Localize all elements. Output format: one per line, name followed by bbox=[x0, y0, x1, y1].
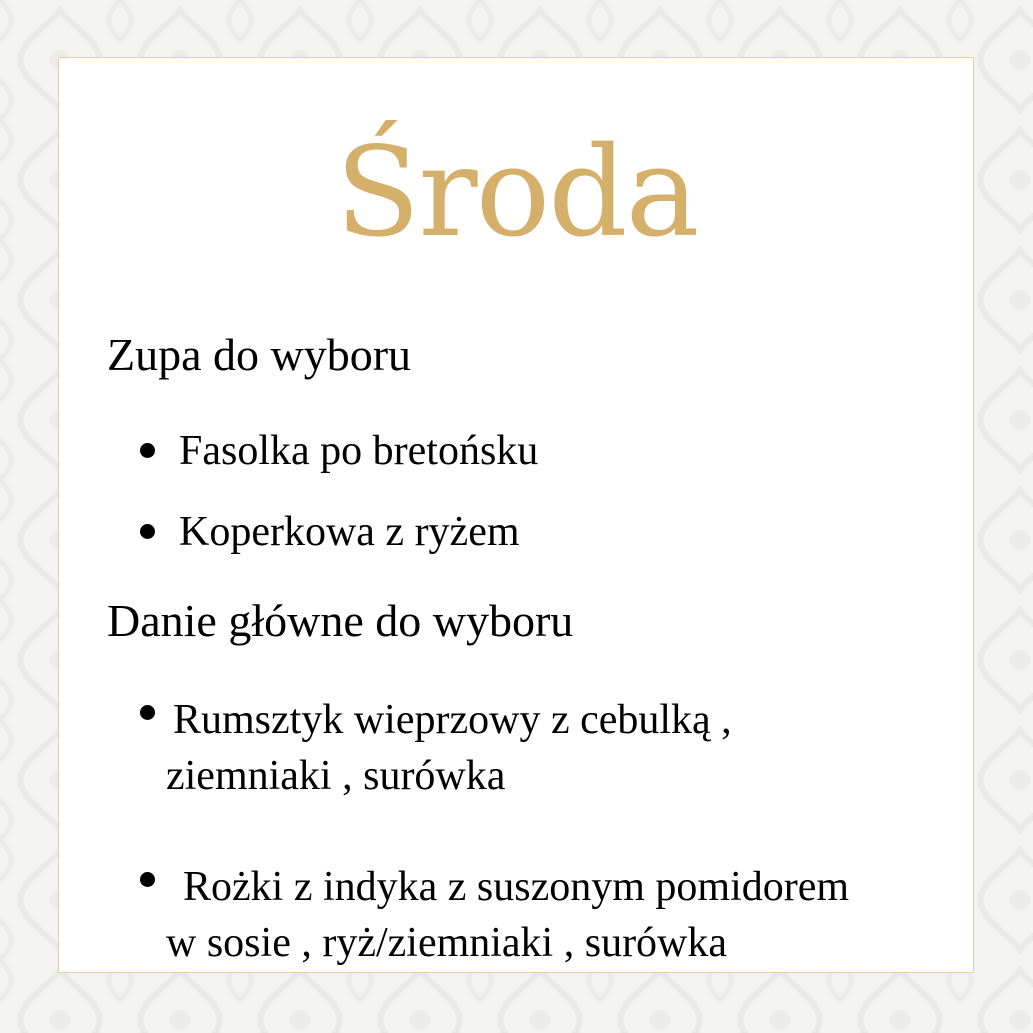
main-item-line2: ziemniaki , surówka bbox=[166, 753, 506, 799]
soup-item-label: Fasolka po bretońsku bbox=[179, 428, 539, 474]
bullet-icon bbox=[140, 872, 155, 887]
soup-heading: Zupa do wyboru bbox=[107, 329, 412, 380]
main-item-line1: Rumsztyk wieprzowy z cebulką , bbox=[173, 697, 732, 743]
bullet-icon bbox=[140, 705, 155, 720]
bullet-icon bbox=[140, 524, 155, 539]
main-heading: Danie główne do wyboru bbox=[107, 595, 574, 646]
bullet-icon bbox=[140, 443, 155, 458]
main-item-line2: w sosie , ryż/ziemniaki , surówka bbox=[166, 920, 728, 966]
main-item-line1: Rożki z indyka z suszonym pomidorem bbox=[183, 864, 850, 910]
day-title: Środa bbox=[335, 121, 698, 265]
soup-item-label: Koperkowa z ryżem bbox=[179, 509, 520, 555]
